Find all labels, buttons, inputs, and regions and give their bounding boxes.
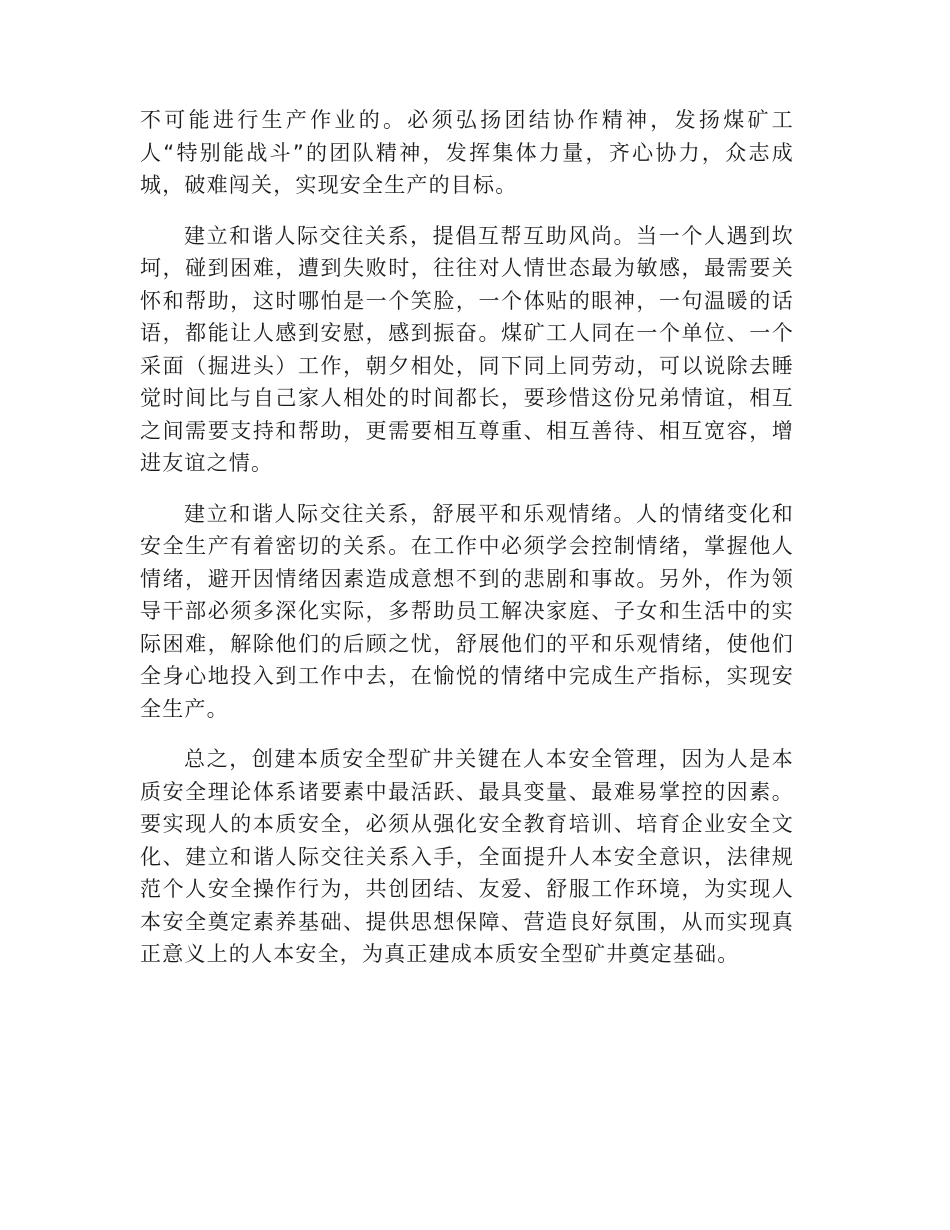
paragraph-emotions: 建立和谐人际交往关系，舒展平和乐观情绪。人的情绪变化和安全生产有着密切的关系。在工作中必须学会控制情绪，掌握他人情绪，避开因情绪因素造成意想不到的悲剧和事故。另外，作为领导干部必须多深化实际，多帮助员工解决家庭、子女和生活中的实际困难，解除他们的后顾之忧，舒展他们的平和乐观情绪，使他们全身心地投入到工作中去，在愉悦的情绪中完成生产指标，实现安全生产。	[140, 501, 794, 721]
paragraph-conclusion: 总之，创建本质安全型矿井关键在人本安全管理，因为人是本质安全理论体系诸要素中最活跃、最具变量、最难易掌控的因素。要实现人的本质安全，必须从强化安全教育培训、培育企业安全文化、建立和谐人际交往关系入手，全面提升人本安全意识，法律规范个人安全操作行为，共创团结、友爱、舒服工作环境，为实现人本安全奠定素养基础、提供思想保障、营造良好氛围，从而实现真正意义上的人本安全，为真正建成本质安全型矿井奠定基础。	[140, 747, 794, 966]
paragraph-mutual-help: 建立和谐人际交往关系，提倡互帮互助风尚。当一个人遇到坎坷，碰到困难，遭到失败时，往往对人情世态最为敏感，最需要关怀和帮助，这时哪怕是一个笑脸，一个体贴的眼神，一句温暖的话语，都能让人感到安慰，感到振奋。煤矿工人同在一个单位、一个采面（掘进头）工作，朝夕相处，同下同上同劳动，可以说除去睡觉时间比与自己家人相处的时间都长，要珍惜这份兄弟情谊，相互之间需要支持和帮助，更需要相互尊重、相互善待、相互宽容，增进友谊之情。	[140, 223, 794, 475]
document-body	[140, 104, 794, 989]
paragraph-continuation: 不可能进行生产作业的。必须弘扬团结协作精神，发扬煤矿工人“特别能战斗”的团队精神，发挥集体力量，齐心协力，众志成城，破难闯关，实现安全生产的目标。	[140, 108, 794, 197]
